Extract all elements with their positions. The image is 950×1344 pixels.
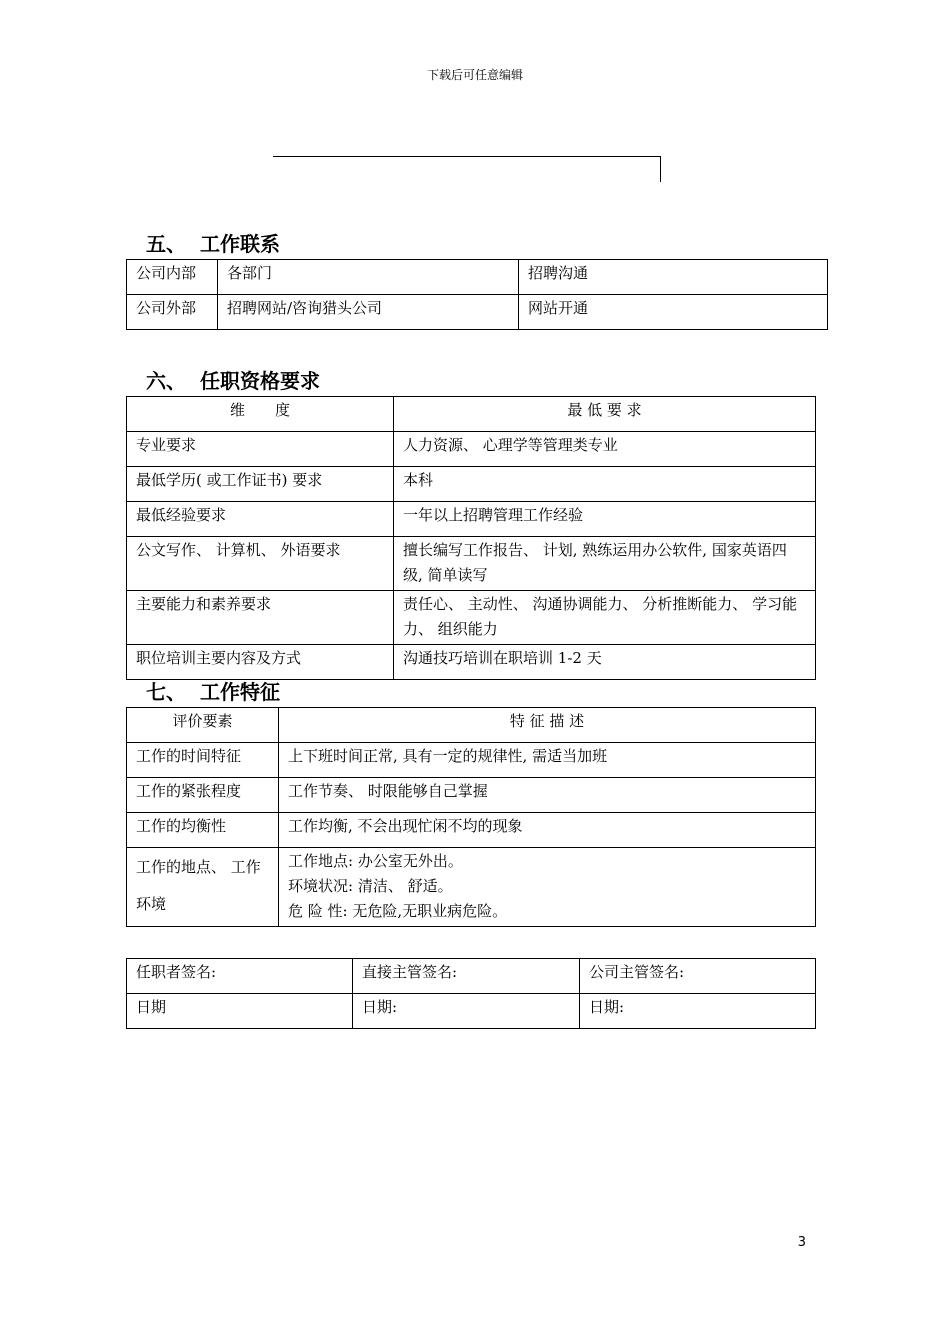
column-header: 最 低 要 求 [394, 397, 816, 432]
table-row [127, 645, 816, 680]
signature-field: 直接主管签名: [353, 959, 580, 994]
top-rule [273, 156, 661, 182]
column-header: 维 度 [127, 397, 394, 432]
table-cell: 人力资源、 心理学等管理类专业 [394, 432, 816, 467]
table-row [127, 467, 816, 502]
date-field: 日期: [353, 994, 580, 1029]
table-row [127, 537, 816, 591]
section6-heading: 任职资格要求 [200, 369, 320, 393]
table-row [127, 778, 816, 813]
date-field: 日期 [127, 994, 353, 1029]
section5-number: 五、 [146, 232, 186, 256]
table-row [127, 848, 816, 927]
signature-field: 公司主管签名: [580, 959, 816, 994]
table-cell: 网站开通 [519, 295, 828, 330]
section5-heading: 工作联系 [200, 232, 280, 256]
table-cell: 本科 [394, 467, 816, 502]
qualification-table [126, 396, 816, 680]
work-characteristics-table [126, 707, 816, 927]
table-row [127, 502, 816, 537]
table-cell: 擅长编写工作报告、 计划, 熟练运用办公软件, 国家英语四级, 简单读写 [394, 537, 816, 591]
table-cell: 招聘网站/咨询猎头公司 [218, 295, 519, 330]
table-cell: 职位培训主要内容及方式 [127, 645, 394, 680]
column-header: 评价要素 [127, 708, 279, 743]
table-header-row [127, 397, 816, 432]
table-row [127, 432, 816, 467]
section7-heading: 工作特征 [200, 680, 280, 704]
table-cell: 专业要求 [127, 432, 394, 467]
table-cell: 工作的均衡性 [127, 813, 279, 848]
table-cell: 上下班时间正常, 具有一定的规律性, 需适当加班 [279, 743, 816, 778]
table-cell: 公司外部 [127, 295, 218, 330]
table-cell: 最低经验要求 [127, 502, 394, 537]
section7-title [146, 676, 280, 705]
table-cell: 各部门 [218, 260, 519, 295]
table-cell: 招聘沟通 [519, 260, 828, 295]
table-cell: 工作的紧张程度 [127, 778, 279, 813]
table-cell [279, 848, 816, 927]
table-cell: 一年以上招聘管理工作经验 [394, 502, 816, 537]
table-cell: 工作节奏、 时限能够自己掌握 [279, 778, 816, 813]
table-row [127, 260, 828, 295]
table-row [127, 591, 816, 645]
table-cell: 责任心、 主动性、 沟通协调能力、 分析推断能力、 学习能力、 组织能力 [394, 591, 816, 645]
env-line: 环境状况: 清洁、 舒适。 [288, 877, 453, 895]
table-cell: 工作均衡, 不会出现忙闲不均的现象 [279, 813, 816, 848]
table-row [127, 743, 816, 778]
table-row [127, 813, 816, 848]
section6-number: 六、 [146, 369, 186, 393]
page-number: 3 [797, 1235, 806, 1250]
table-cell: 公司内部 [127, 260, 218, 295]
table-cell: 主要能力和素养要求 [127, 591, 394, 645]
signature-field: 任职者签名: [127, 959, 353, 994]
table-cell: 公文写作、 计算机、 外语要求 [127, 537, 394, 591]
env-line: 工作地点: 办公室无外出。 [288, 852, 463, 870]
section6-title [146, 365, 320, 394]
table-cell: 工作的时间特征 [127, 743, 279, 778]
date-field: 日期: [580, 994, 816, 1029]
table-header-row [127, 708, 816, 743]
section5-title [146, 228, 280, 257]
column-header: 特 征 描 述 [279, 708, 816, 743]
table-cell: 工作的地点、 工作环境 [127, 848, 279, 927]
table-cell: 沟通技巧培训在职培训 1-2 天 [394, 645, 816, 680]
table-row [127, 994, 816, 1029]
work-relations-table [126, 259, 828, 330]
table-row [127, 295, 828, 330]
table-cell: 最低学历( 或工作证书) 要求 [127, 467, 394, 502]
header-note: 下载后可任意编辑 [426, 68, 523, 82]
env-line: 危 险 性: 无危险,无职业病危险。 [288, 902, 508, 920]
section7-number: 七、 [146, 680, 186, 704]
signature-table [126, 958, 816, 1029]
table-row [127, 959, 816, 994]
